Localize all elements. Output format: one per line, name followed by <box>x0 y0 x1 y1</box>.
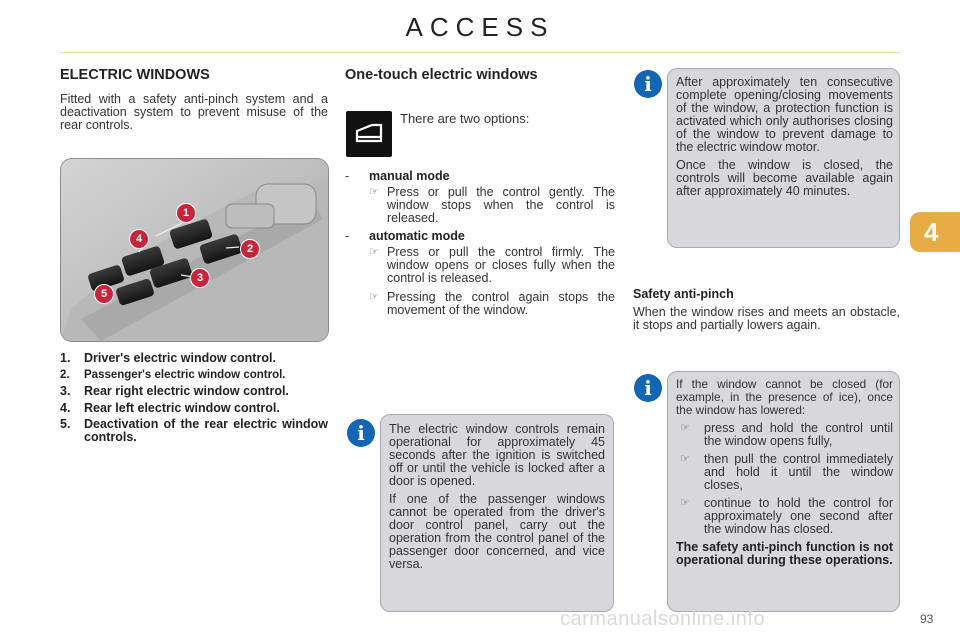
options-text: There are two options: <box>400 111 530 126</box>
callout-1: 1 <box>176 203 196 223</box>
figure-caption-list <box>60 352 328 448</box>
info-paragraph: If one of the passenger windows cannot be operated from the driver's door control panel, carry out the operation from the control panel of the passenger door concerned, and vice versa. <box>389 492 605 571</box>
pointing-hand-icon: ☞ <box>680 422 690 434</box>
info-paragraph: If the window cannot be closed (for example, in the presence of ice), once the window has lowered: <box>676 377 893 417</box>
page-number: 93 <box>920 612 934 626</box>
callout-4: 4 <box>129 229 149 249</box>
header-divider <box>60 52 900 53</box>
section-heading: ELECTRIC WINDOWS <box>60 67 210 83</box>
automatic-mode-title: automatic mode <box>369 229 465 243</box>
caption-item: 5. Deactivation of the rear electric window controls. <box>60 417 328 444</box>
caption-item: 1. Driver's electric window control. <box>60 351 276 365</box>
callout-2: 2 <box>240 239 260 259</box>
info-icon: i <box>347 419 375 447</box>
caption-item: 2. Passenger's electric window control. <box>60 368 286 381</box>
manual-mode-block: - manual mode ☞ Press or pull the control gently. The window stops when the control is released. <box>345 169 615 225</box>
info-paragraph: Once the window is closed, the controls will become available again after approximately 40 minutes. <box>676 158 893 198</box>
caption-item: 3. Rear right electric window control. <box>60 384 289 398</box>
manual-mode-title: manual mode <box>369 169 450 183</box>
window-controls-illustration <box>61 159 328 341</box>
info-paragraph: After approximately ten consecutive complete opening/closing movements of the window, a protection function is activated which only authorises closing of the window to prevent damage to the electric window motor. <box>676 75 893 154</box>
pointing-hand-icon: ☞ <box>369 246 379 258</box>
chapter-tab[interactable]: 4 <box>910 212 960 252</box>
warning-text: The safety anti-pinch function is not operational during these operations. <box>676 540 893 567</box>
info-paragraph: The electric window controls remain operational for approximately 45 seconds after the ignition is switched off or until the vehicle is locked after a door is opened. <box>389 422 605 488</box>
safety-anti-pinch-text: When the window rises and meets an obstacle, it stops and partially lowers again. <box>633 305 900 332</box>
caption-item: 4. Rear left electric window control. <box>60 400 280 415</box>
pointing-hand-icon: ☞ <box>680 453 690 465</box>
one-touch-heading: One-touch electric windows <box>345 67 538 83</box>
safety-anti-pinch-title: Safety anti-pinch <box>633 287 734 301</box>
info-box-ice-procedure: If the window cannot be closed (for example, in the presence of ice), once the window has lowered: ☞ press and hold the control until the window opens fully, ☞ then pull the control immediately and hold it until the window closes, ☞ continue to hold the control for approximately one second after the window has closed. The safety anti-pinch function is not operational during these operations. <box>667 371 900 612</box>
window-switch-icon <box>346 111 392 157</box>
info-icon: i <box>634 70 662 98</box>
info-icon: i <box>634 374 662 402</box>
watermark: carmanualsonline.info <box>560 608 766 630</box>
callout-3: 3 <box>190 268 210 288</box>
window-controls-figure <box>60 158 329 342</box>
page-title: ACCESS <box>405 12 555 42</box>
intro-text: Fitted with a safety anti-pinch system and a deactivation system to prevent misuse of the rear controls. <box>60 92 328 132</box>
callout-5: 5 <box>94 284 114 304</box>
info-box-protection-function <box>667 68 900 248</box>
pointing-hand-icon: ☞ <box>369 291 379 303</box>
pointing-hand-icon: ☞ <box>680 497 690 509</box>
pointing-hand-icon: ☞ <box>369 186 379 198</box>
automatic-mode-block: - automatic mode ☞ Press or pull the control firmly. The window opens or closes fully when the control is released. ☞ Pressing the control again stops the movement of the window. <box>345 229 615 317</box>
info-box-operational-time <box>380 414 614 612</box>
